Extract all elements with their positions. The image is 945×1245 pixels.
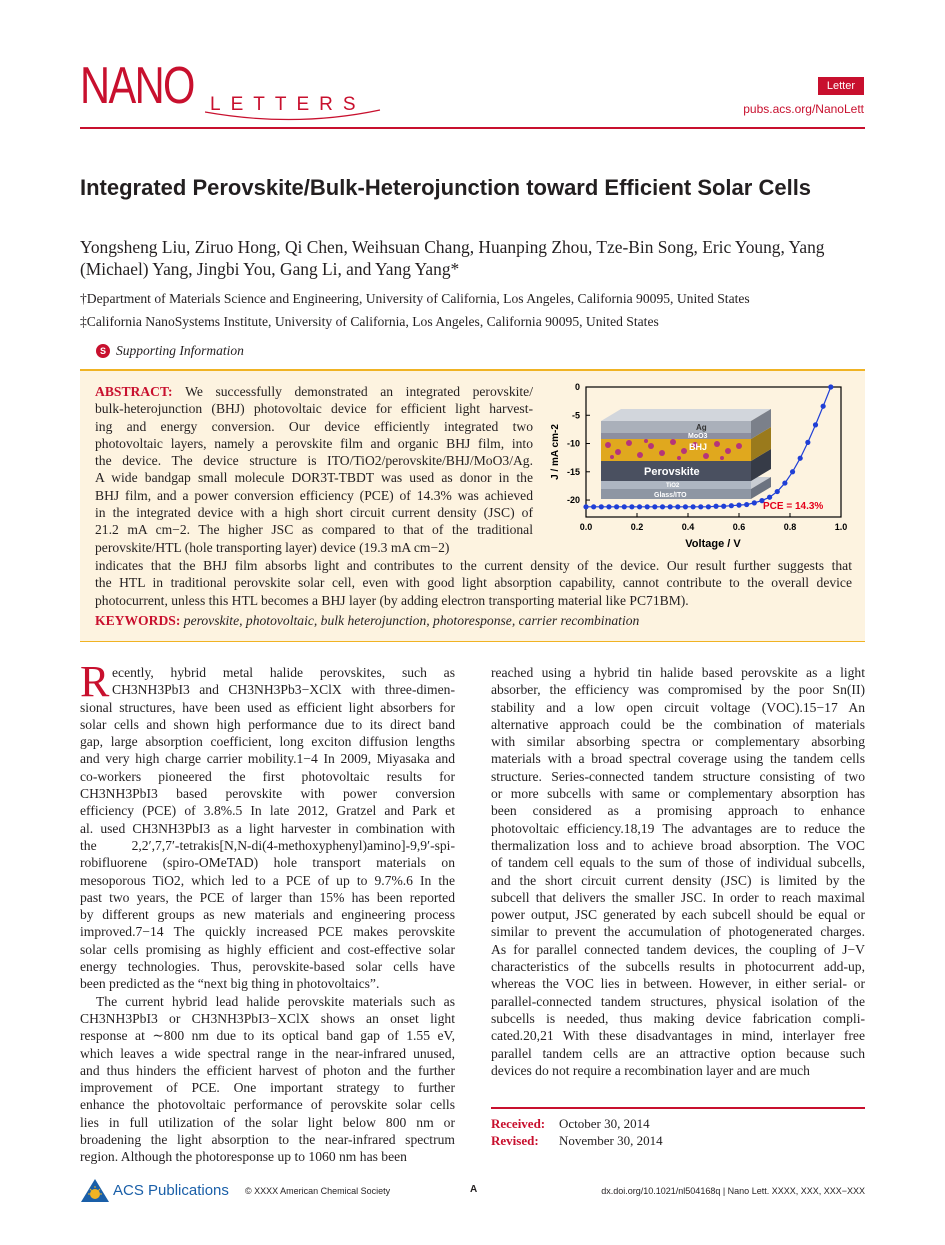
layer-label-tio2: TiO2 [666, 483, 680, 489]
journal-logo [80, 58, 370, 120]
y-tick-label: -5 [571, 410, 580, 421]
body-line: materials with a broad spectral coverage using the tandem cells [491, 751, 865, 767]
jv-data-point [821, 404, 826, 409]
body-line: CH3NH3PbI3 based perovskite with power conversion [80, 786, 455, 802]
logo-swoosh-icon [205, 106, 385, 122]
jv-data-point [683, 504, 688, 509]
x-tick-label: 0.4 [681, 522, 695, 532]
revised-date: November 30, 2014 [559, 1133, 663, 1148]
jv-data-point [614, 504, 619, 509]
jv-data-point [637, 504, 642, 509]
toc-graphic [546, 381, 856, 551]
revised-label: Revised: [491, 1133, 539, 1148]
body-column-right [491, 664, 865, 1079]
article-dates [491, 1115, 865, 1149]
abstract-line: A wide bandgap small molecule DOR3T-TBDT was used as donor in the [95, 470, 533, 486]
body-line: response at ∼800 nm due to its optical band gap of 1.55 eV, [80, 1028, 455, 1044]
body-column-left [80, 664, 455, 1166]
chart-x-axis-label: Voltage / V [685, 538, 741, 550]
acs-logo-icon [80, 1178, 110, 1204]
jv-data-point [736, 503, 741, 508]
layer-label-moo3: MoO3 [688, 433, 708, 440]
jv-data-point [675, 504, 680, 509]
jv-data-point [790, 469, 795, 474]
body-line: absorber, the efficiency was compromised by the poor Sn(II) [491, 682, 865, 698]
body-line: the 2,2′,7,7′-tetrakis[N,N-di(4-methoxyphenyl)amino]-9,9′-spi- [80, 837, 455, 853]
pce-annotation: PCE = 14.3% [763, 501, 824, 512]
jv-data-point [583, 504, 588, 509]
body-line: solar cells and shown high performance due to its direct band [80, 716, 455, 732]
keywords-label: KEYWORDS: [95, 613, 181, 628]
jv-data-point [629, 504, 634, 509]
abstract-narrow-text [95, 383, 533, 556]
abstract-label: ABSTRACT: [95, 384, 186, 399]
body-line: structure. Series-connected tandem structure consisting of two [491, 768, 865, 784]
jv-data-point [691, 504, 696, 509]
supporting-information-link[interactable] [96, 342, 244, 360]
body-line: sional structures, have been used as efficient light absorbers for [80, 699, 455, 715]
journal-url-link[interactable]: pubs.acs.org/NanoLett [743, 102, 864, 116]
body-line: gap, large absorption coefficient, long exciton diffusion lengths [80, 734, 455, 750]
jv-data-point [713, 504, 718, 509]
body-line: parallel tandem cells are an attractive option because such [491, 1045, 865, 1061]
jv-data-point [645, 504, 650, 509]
body-line: been predicted as the “next big thing in photovoltaics”. [80, 976, 380, 992]
body-line: As for parallel connected tandem devices, the coupling of J−V [491, 941, 865, 957]
body-line: and thus hinders the efficient harvest of photon and the further [80, 1062, 455, 1078]
abstract-line: the device. The device structure is ITO/TiO2/perovskite/BHJ/MoO3/Ag. [95, 453, 533, 469]
jv-data-point [798, 456, 803, 461]
abstract-line: bulk-heterojunction (BHJ) photovoltaic device for efficient light harvest- [95, 401, 533, 417]
jv-data-point [706, 504, 711, 509]
affiliation-1: †Department of Materials Science and Engineering, University of California, Los Angeles, California 90095, United States [80, 291, 750, 306]
body-line: CH3NH3PbI3 and CH3NH3Pb3−XClX with three-dimen- [112, 682, 455, 698]
jv-data-point [721, 504, 726, 509]
jv-data-point [813, 422, 818, 427]
article-title: Integrated Perovskite/Bulk-Heterojunction toward Efficient Solar Cells [80, 175, 812, 200]
jv-data-point [622, 504, 627, 509]
body-line: ecently, hybrid metal halide perovskites, such as [112, 665, 455, 680]
drop-cap: R [80, 657, 110, 706]
body-line: region. Although the photoresponse up to 1060 nm has been [80, 1149, 407, 1165]
body-line: thermalization loss and to achieve broad absorption. The VOC [491, 837, 865, 853]
jv-data-point [668, 504, 673, 509]
y-tick-label: 0 [574, 382, 580, 392]
acs-publications-logo[interactable] [80, 1178, 240, 1204]
body-line: whereas the VOC lies in between. However, in either serial- or [491, 976, 865, 992]
x-tick-label: 0.2 [630, 522, 644, 532]
received-row [491, 1115, 865, 1132]
body-line: subcell that delivers the smaller JSC. In order to reach maximal [491, 889, 865, 905]
abstract-line: photocurrent, unless this HTL becomes a BHJ layer (by adding electron transporting material like PC71BM). [95, 592, 689, 608]
body-line: enhance the photovoltaic performance of perovskite solar cells [80, 1097, 455, 1113]
abstract-line: the HTL in traditional perovskite solar cell, even with good light absorption capability, cannot contribute to the overall device [95, 575, 852, 591]
body-line: co-workers pioneered the first photovoltaic results for [80, 768, 455, 784]
body-line: solar cells promising as highly efficient and cost-effective solar [80, 941, 455, 957]
body-line: power output, JSC generated by each subcell should be equal or [491, 907, 865, 923]
body-line: lies in full utilization of the solar light below 800 nm or [80, 1114, 455, 1130]
jv-data-point [698, 504, 703, 509]
body-line: improvement of PCE. One important strategy to further [80, 1080, 455, 1096]
keywords [95, 612, 852, 629]
supporting-info-label: Supporting Information [116, 343, 244, 358]
body-line: by different groups as new materials and engineering process [80, 907, 455, 923]
x-tick-label: 0.8 [783, 522, 797, 532]
jv-data-point [767, 495, 772, 500]
body-line: been considered as a promising approach to enhance [491, 803, 865, 819]
logo-wordmark-letters: LETTERS [210, 94, 366, 115]
abstract-full-text [95, 557, 852, 609]
dates-divider [491, 1107, 865, 1109]
body-line: and the short circuit current density (JSC) is limited by the [491, 872, 865, 888]
received-date: October 30, 2014 [559, 1116, 650, 1131]
jv-data-point [752, 500, 757, 505]
stack-ag-layer [601, 421, 751, 433]
abstract-box [80, 369, 865, 642]
body-line: energy technologies. Thus, perovskite-based solar cells have [80, 959, 455, 975]
body-line: parallel-connected tandem structures, physical isolation of the [491, 993, 865, 1009]
author-list: Yongsheng Liu, Ziruo Hong, Qi Chen, Weihsuan Chang, Huanping Zhou, Tze-Bin Song, Eric Young, Yang (Michael) Yang, Jingbi You, Gang Li, and Yang Yang* [80, 237, 825, 279]
header-divider [80, 127, 865, 129]
doi-citation[interactable]: dx.doi.org/10.1021/nl504168q | Nano Lett. XXXX, XXX, XXX−XXX [601, 1186, 865, 1196]
body-line: reached using a hybrid tin halide based perovskite as a light [491, 665, 865, 680]
acs-publications-label: ACS Publications [113, 1182, 229, 1199]
device-stack-illustration [601, 409, 771, 499]
layer-label-perovskite: Perovskite [644, 466, 700, 478]
body-line: and very high charge carrier mobility.1−4 In 2009, Miyasaka and [80, 751, 455, 767]
body-line: alternative approach could be the combination of materials [491, 716, 865, 732]
x-tick-label: 1.0 [834, 522, 848, 532]
body-line: cated.20,21 With these disadvantages in mind, interlayer free [491, 1028, 865, 1044]
copyright-notice: © XXXX American Chemical Society [245, 1186, 391, 1196]
jv-data-point [805, 440, 810, 445]
abstract-line: perovskite/HTL (hole transporting layer) device (19.3 mA cm−2) [95, 539, 450, 555]
abstract-line: in the integrated device with a high short circuit current density (JSC) of [95, 505, 533, 521]
stack-moo3-layer [601, 433, 751, 439]
body-line: or more subcells with same or complementary absorption has [491, 786, 865, 802]
body-line: broadening the light absorption to the near-infrared spectrum [80, 1132, 455, 1148]
body-line: subcells is needed, thus making device fabrication compli- [491, 1010, 865, 1026]
affiliation-2: ‡California NanoSystems Institute, University of California, Los Angeles, California 90095, United States [80, 314, 659, 329]
abstract-line: photovoltaic layers, namely a perovskite film and organic BHJ film, into [95, 435, 533, 451]
supporting-info-icon: S [96, 344, 110, 358]
keywords-text: perovskite, photovoltaic, bulk heterojunction, photoresponse, carrier recombination [183, 613, 640, 628]
chart-y-axis-label: J / mA cm-2 [550, 424, 561, 480]
logo-wordmark-nano: NANO [80, 57, 194, 115]
jv-data-point [606, 504, 611, 509]
chart-x-ticks [580, 513, 848, 532]
body-line: devices do not require a recombination layer and are much [491, 1062, 810, 1078]
jv-data-point [782, 480, 787, 485]
jv-data-point [775, 489, 780, 494]
received-label: Received: [491, 1116, 546, 1131]
x-tick-label: 0.0 [579, 522, 593, 532]
abstract-line: 21.2 mA cm−2. The higher JSC as compared to that of the traditional [95, 522, 533, 538]
body-line: The current hybrid lead halide perovskite materials such as [96, 993, 455, 1009]
revised-row [491, 1132, 865, 1149]
jv-data-point [652, 504, 657, 509]
x-tick-label: 0.6 [732, 522, 746, 532]
body-line: of tandem cell equals to the sum of those of individual subcells, [491, 855, 865, 871]
abstract-line [95, 383, 533, 400]
abstract-first-line: We successfully demonstrated an integrated perovskite/ [185, 384, 533, 399]
jv-data-point [599, 504, 604, 509]
abstract-line: BHJ film, and a power conversion efficiency (PCE) of 14.3% was achieved [95, 487, 533, 503]
body-line: past two years, the PCE of larger than 15% has been reported [80, 889, 455, 905]
body-line: efficiency (PCE) of 3.8%.5 In late 2012, Gratzel and Park et [80, 803, 455, 819]
body-line: robifluorene (spiro-OMeTAD) hole transport materials on [80, 855, 455, 871]
body-line: al. used CH3NH3PbI3 as a light harvester in combination with [80, 820, 455, 836]
jv-data-point [729, 503, 734, 508]
body-line: improved.7−14 The quickly increased PCE makes perovskite [80, 924, 455, 940]
layer-label-ag: Ag [696, 423, 707, 432]
body-line: photovoltaic efficiency.18,19 The advantages are to reduce the [491, 820, 865, 836]
body-line: CH3NH3PbI3 or CH3NH3PbI3−XClX shows an onset light [80, 1010, 455, 1026]
y-tick-label: -10 [566, 438, 580, 449]
page-number: A [470, 1184, 478, 1195]
layer-label-bhj: BHJ [689, 442, 708, 452]
body-line: characteristics of the subcells results in photocurrent add-up, [491, 959, 865, 975]
layer-label-glass-ito: Glass/ITO [654, 492, 687, 499]
jv-data-point [660, 504, 665, 509]
abstract-line: indicates that the BHJ film absorbs light and contributes to the current density of the device. Our result further suggests that [95, 558, 852, 573]
body-line: similar to prevent the accumulation of photogenerated charges. [491, 924, 865, 940]
body-line: mesoporous TiO2, which led to a PCE of up to 9.7%.6 In the [80, 872, 455, 888]
body-line: with similar absorbing spectra or complementary absorbing [491, 734, 865, 750]
y-tick-label: -20 [566, 495, 580, 506]
abstract-line: ing and energy conversion. Our device efficiently integrated two [95, 418, 533, 434]
jv-data-point [828, 384, 833, 389]
jv-data-point [591, 504, 596, 509]
body-line: which leaves a wide spectral range in the near-infrared unused, [80, 1045, 455, 1061]
article-type-badge: Letter [818, 77, 864, 95]
jv-data-point [744, 502, 749, 507]
y-tick-label: -15 [566, 466, 580, 477]
body-line: stability and a low open circuit voltage (VOC).15−17 An [491, 699, 865, 715]
